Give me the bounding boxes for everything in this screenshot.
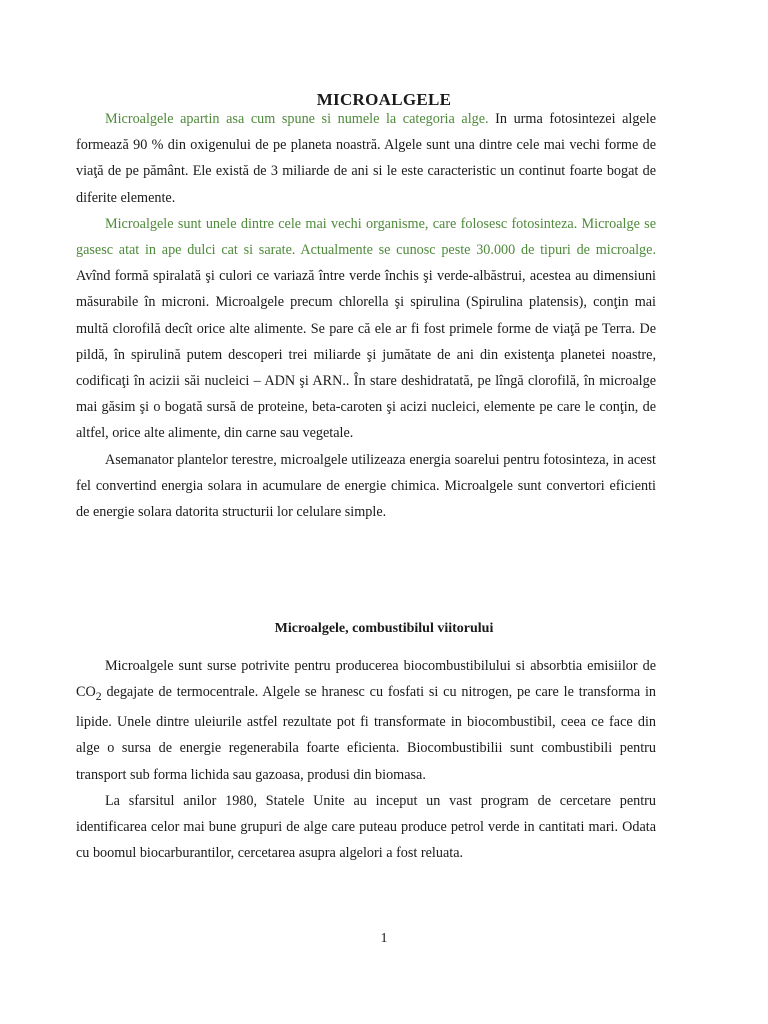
paragraph-2 (76, 211, 656, 447)
paragraph-1 (76, 106, 656, 211)
fuel-section (76, 653, 656, 866)
paragraph-text: Microalgele sunt surse potrivite pentru producerea biocombustibilului si absorbtia emisiilor de CO (76, 658, 656, 701)
paragraph-text: In urma fotosintezei algele formează 90 % din oxigenului de pe planeta noastră. Algele sunt una dintre cele mai vechi forme de viaţă de pe pământ. Ele există de 3 miliarde de ani si le este caracteristic un continut foarte bogat de diferite elemente. (76, 111, 656, 206)
highlighted-text: Microalgele sunt unele dintre cele mai vechi organisme, care folosesc fotosinteza. Microalge se gasesc atat in ape dulci cat si sarate. Actualmente se cunosc peste 30.000 de tipuri de microalge. (76, 215, 656, 259)
subscript: 2 (95, 689, 102, 704)
paragraph-text: Avînd formă spiralată şi culori ce variază între verde închis şi verde-albăstrui, acestea au dimensiuni măsurabile în microni. Microalgele precum chlorella şi spirulina (Spirulina platensis), conţin mai multă clorofilă decît orice alte alimente. Se pare că ele ar fi fost primele forme de viaţă pe Terra. De pildă, în spirulină putem descoperi trei miliarde şi jumătate de ani din existenţa planetei noastre, codificaţi în acizii săi nucleici – ADN şi ARN.. În stare deshidratată, pe lîngă clorofilă, în microalge mai găsim şi o bogată sursă de proteine, beta-caroten şi acizi nucleici, elemente pe care le conţin, de altfel, orice alte alimente, din carne sau vegetale. (76, 268, 656, 442)
intro-section (76, 106, 656, 525)
paragraph-5: La sfarsitul anilor 1980, Statele Unite au inceput un vast program de cercetare pentru identificarea celor mai bune grupuri de alge care puteau produce petrol verde in cantitati mari. Odata cu boomul biocarburantilor, cercetarea asupra algelori a fost reluata. (76, 792, 656, 862)
paragraph-3: Asemanator plantelor terestre, microalgele utilizeaza energia soarelui pentru fotosinteza, in acest fel convertind energia solara in acumulare de energie chimica. Microalgele sunt convertori eficienti de energie solara datorita structurii lor celulare simple. (76, 451, 656, 521)
paragraph-4 (76, 653, 656, 788)
highlighted-text: Microalgele apartin asa cum spune si numele la categoria alge. (105, 111, 489, 127)
page-title: MICROALGELE (316, 90, 452, 109)
section-heading: Microalgele, combustibilul viitorului (274, 621, 494, 636)
page-number: 1 (380, 931, 388, 946)
paragraph-text: degajate de termocentrale. Algele se hranesc cu fosfati si cu nitrogen, pe care le transforma in lipide. Unele dintre uleiurile astfel rezultate pot fi transformate in biocombustibil, ceea ce face din alge o sursa de energie regenerabila foarte eficienta. Biocombustibilii sunt combustibili pentru transport sub forma lichida sau gazoasa, produsi din biomasa. (76, 684, 656, 783)
